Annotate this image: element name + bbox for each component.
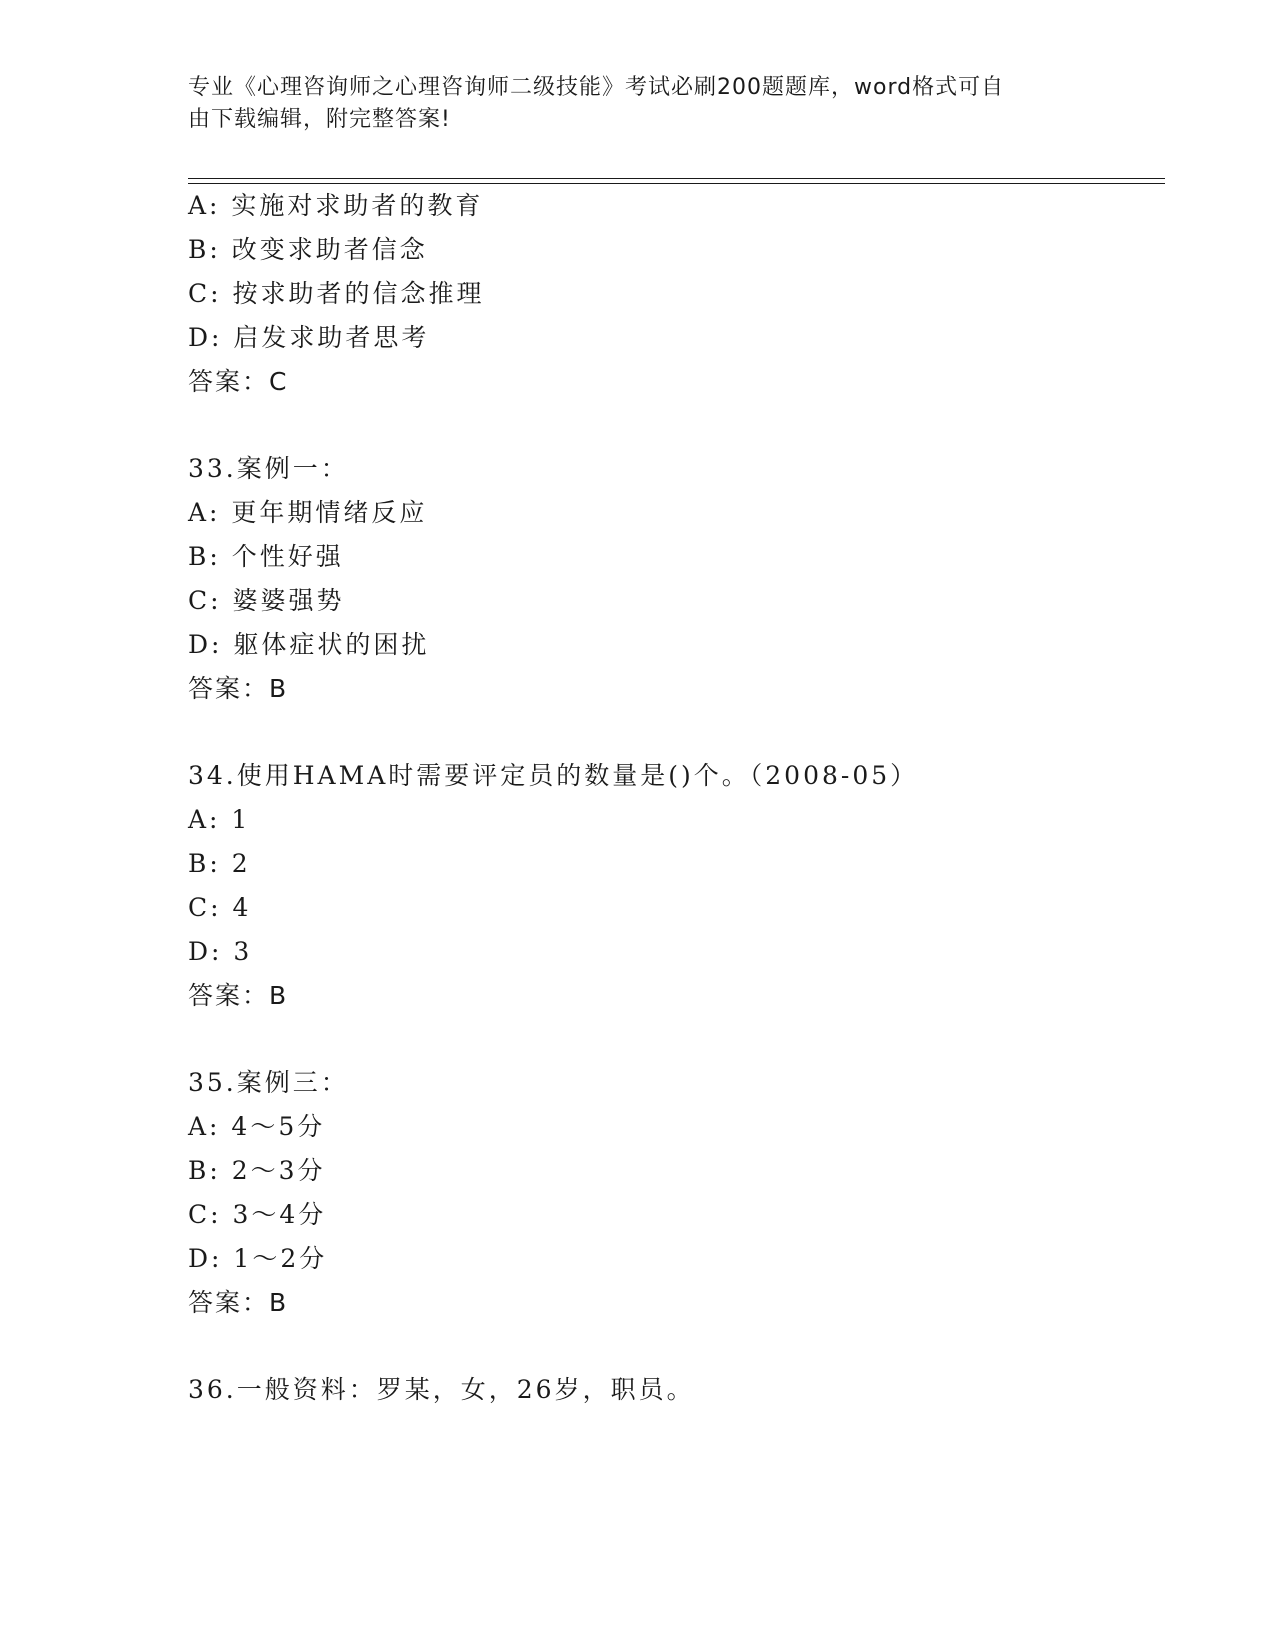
- header-divider-top: [188, 178, 1165, 179]
- option-a: A: 1: [188, 805, 251, 834]
- option-a: A: 实施对求助者的教育: [188, 191, 484, 220]
- option-a: A: 4～5分: [188, 1112, 326, 1141]
- question-34: 34.使用HAMA时需要评定员的数量是()个。（2008-05）: [188, 761, 919, 790]
- header-line-2: 由下载编辑，附完整答案!: [188, 107, 451, 132]
- option-b: B: 改变求助者信念: [188, 235, 428, 264]
- answer: 答案：C: [188, 367, 289, 396]
- answer: 答案：B: [188, 1288, 289, 1317]
- option-c: C: 3～4分: [188, 1200, 327, 1229]
- option-d: D: 3: [188, 937, 253, 966]
- header-divider-bottom: [188, 183, 1165, 184]
- header-line-1: 专业《心理咨询师之心理咨询师二级技能》考试必刷200题题库，word格式可自: [188, 75, 1005, 100]
- answer: 答案：B: [188, 981, 289, 1010]
- option-c: C: 婆婆强势: [188, 586, 345, 615]
- document-header: [188, 72, 1088, 136]
- option-d: D: 躯体症状的困扰: [188, 630, 430, 659]
- question-36: 36.一般资料：罗某，女，26岁，职员。: [188, 1375, 695, 1404]
- option-d: D: 启发求助者思考: [188, 323, 430, 352]
- option-d: D: 1～2分: [188, 1244, 328, 1273]
- option-b: B: 2: [188, 849, 251, 878]
- question-33: 33.案例一：: [188, 454, 349, 483]
- option-c: C: 按求助者的信念推理: [188, 279, 485, 308]
- option-c: C: 4: [188, 893, 252, 922]
- option-b: B: 个性好强: [188, 542, 344, 571]
- question-35: 35.案例三：: [188, 1068, 349, 1097]
- answer: 答案：B: [188, 674, 289, 703]
- option-b: B: 2～3分: [188, 1156, 326, 1185]
- option-a: A: 更年期情绪反应: [188, 498, 428, 527]
